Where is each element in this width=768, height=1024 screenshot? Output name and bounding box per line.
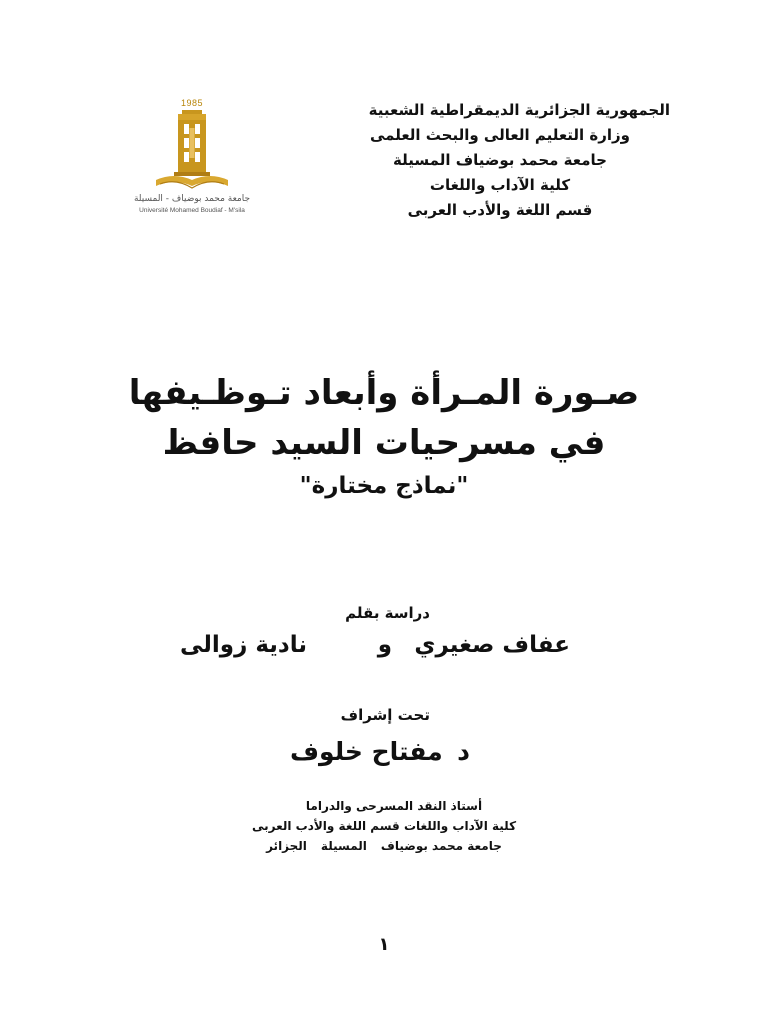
supervisor-university: جامعة محمد بوضياف [380,839,502,853]
supervisor-location [0,836,768,856]
header-line-university: جامعة محمد بوضياف المسيلة [393,151,607,169]
supervisor-title-prefix: د [457,737,470,766]
supervisor-details [0,796,768,856]
logo-year: 1985 [180,98,204,108]
title-subtitle: "نماذج مختارة" [299,473,469,499]
university-logo [122,98,262,220]
title-line-1: صـورة المـرأة وأبعاد تـوظـيفها [128,373,640,413]
header-line-republic: الجمهورية الجزائرية الديمقراطية الشعبية [368,101,670,119]
header-line-ministry: وزارة التعليم العالى والبحث العلمى [369,126,631,144]
supervisor-faculty: كلية الآداب واللغات قسم اللغة والأدب العربى [251,819,517,833]
header-line-department: قسم اللغة والأدب العربى [407,201,593,219]
supervisor-name: مفتاح خلوف [290,737,443,766]
authors-label: دراسة بقلم [345,604,430,622]
authors-row [180,632,570,672]
document-title [0,368,768,504]
university-emblem-icon [152,108,232,194]
logo-name-arabic: جامعة محمد بوضياف - المسيلة [133,194,251,204]
supervision-label: تحت إشراف [340,706,430,724]
supervisor-city: المسيلة [320,839,367,853]
supervisor-row [290,737,470,777]
title-line-2: في مسرحيات السيد حافظ [162,423,606,463]
institution-header [330,98,670,223]
supervisor-country: الجزائر [266,839,307,853]
author-name-1: عفاف صغيري [414,632,570,658]
logo-name-french: Université Mohamed Boudiaf - M'sila [139,207,245,214]
supervisor-position: أستاذ النقد المسرحى والدراما [305,799,483,813]
header-line-faculty: كلية الآداب واللغات [429,176,571,194]
page-number: ١ [378,934,390,955]
author-name-2: نادية زوالى [180,632,307,658]
authors-conjunction: و [377,632,392,658]
